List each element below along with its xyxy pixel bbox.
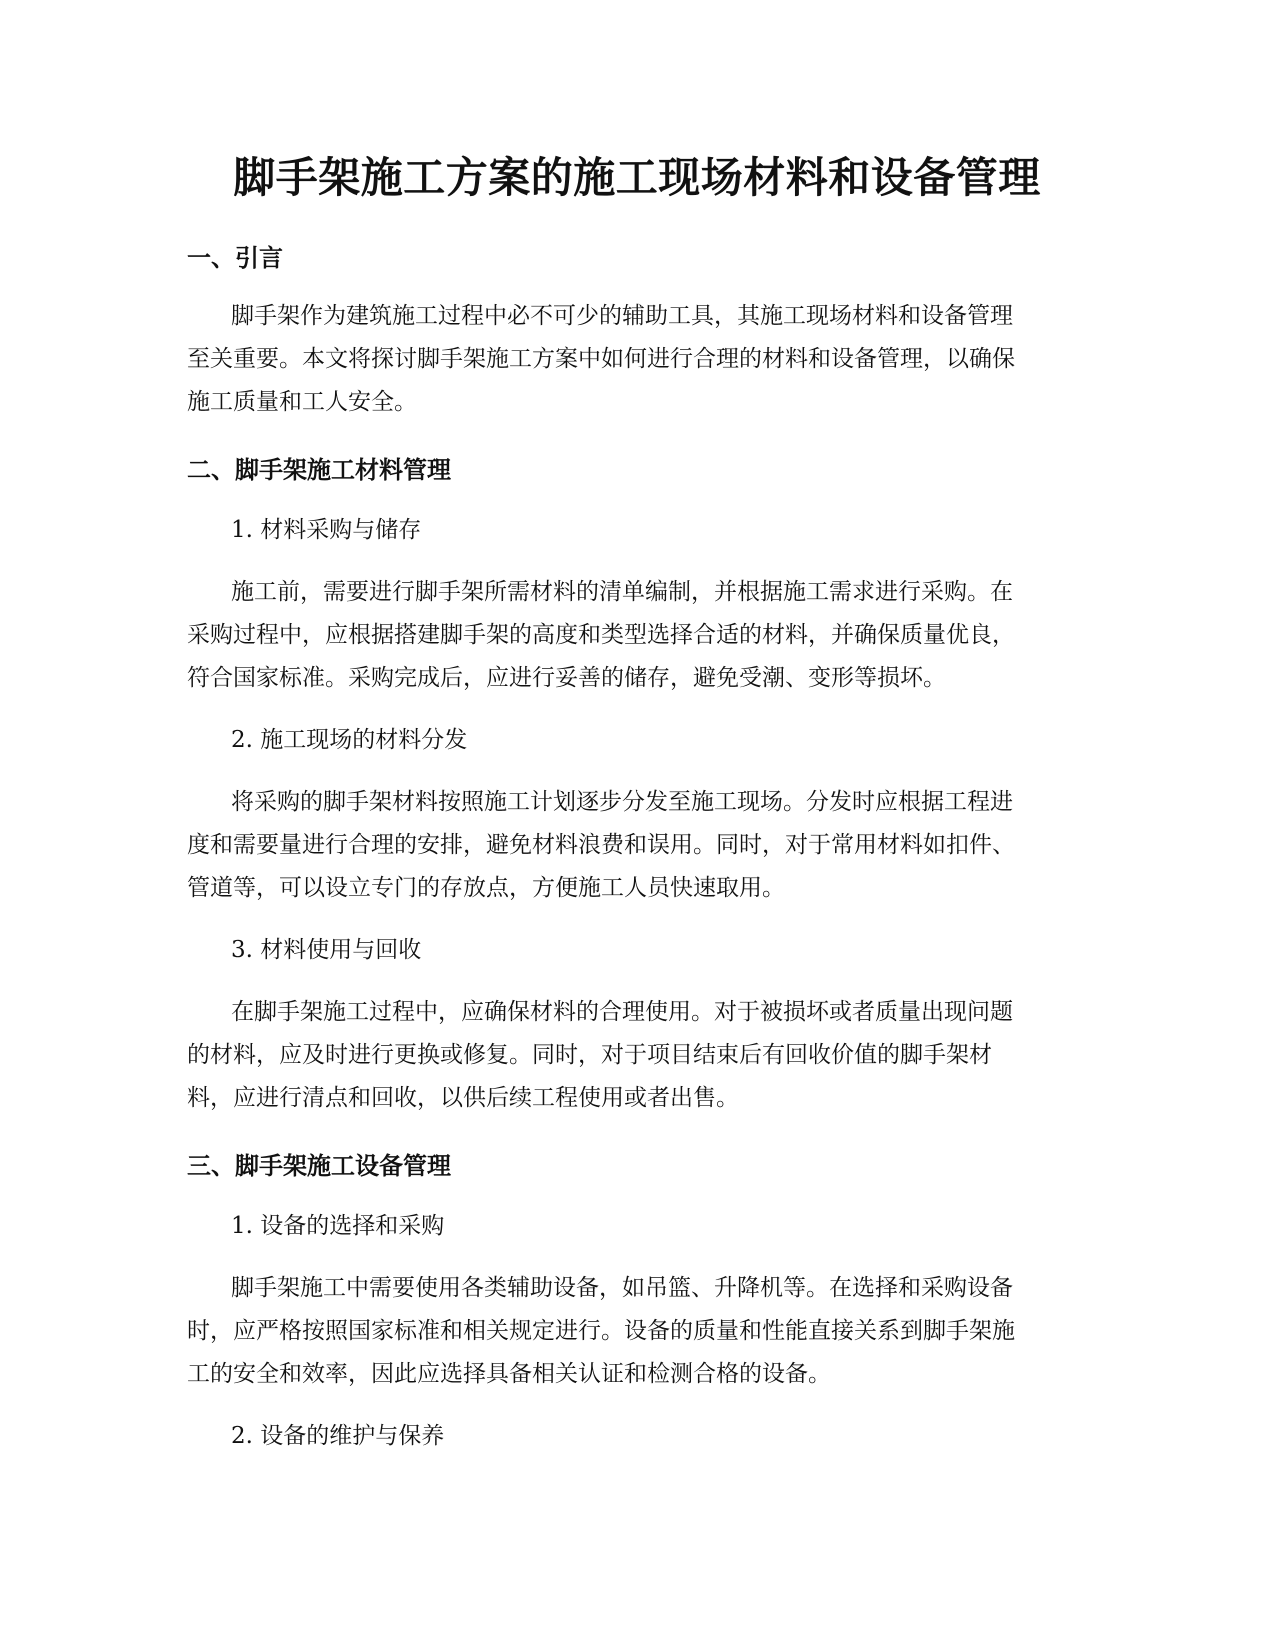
paragraph-material-purchase-storage	[187, 571, 1087, 700]
subheading-material-purchase-storage: 1. 材料采购与储存	[231, 517, 422, 543]
paragraph-line: 施工前，需要进行脚手架所需材料的清单编制，并根据施工需求进行采购。在	[231, 579, 1013, 605]
subheading-equipment-selection-purchase: 1. 设备的选择和采购	[231, 1213, 445, 1239]
paragraph-line: 的材料，应及时进行更换或修复。同时，对于项目结束后有回收价值的脚手架材	[187, 1042, 992, 1068]
paragraph-line: 工的安全和效率，因此应选择具备相关认证和检测合格的设备。	[187, 1361, 831, 1387]
paragraph-material-distribution	[187, 781, 1087, 910]
paragraph-line: 时，应严格按照国家标准和相关规定进行。设备的质量和性能直接关系到脚手架施	[187, 1318, 1015, 1344]
paragraph-line: 脚手架施工中需要使用各类辅助设备，如吊篮、升降机等。在选择和采购设备	[231, 1275, 1013, 1301]
subheading-material-use-recycling: 3. 材料使用与回收	[231, 937, 422, 963]
section-heading-introduction: 一、引言	[187, 244, 283, 272]
subheading-material-distribution: 2. 施工现场的材料分发	[231, 727, 468, 753]
paragraph-line: 在脚手架施工过程中，应确保材料的合理使用。对于被损坏或者质量出现问题	[231, 999, 1013, 1025]
subheading-equipment-maintenance: 2. 设备的维护与保养	[231, 1423, 445, 1449]
paragraph-equipment-selection-purchase	[187, 1267, 1087, 1396]
paragraph-introduction	[187, 295, 1087, 424]
paragraph-material-use-recycling	[187, 991, 1087, 1120]
section-heading-equipment: 三、脚手架施工设备管理	[187, 1152, 451, 1180]
paragraph-line: 采购过程中，应根据搭建脚手架的高度和类型选择合适的材料，并确保质量优良，	[187, 622, 1015, 648]
paragraph-line: 脚手架作为建筑施工过程中必不可少的辅助工具，其施工现场材料和设备管理	[231, 303, 1013, 329]
paragraph-line: 料，应进行清点和回收，以供后续工程使用或者出售。	[187, 1085, 739, 1111]
document-content	[187, 143, 1087, 1456]
paragraph-line: 施工质量和工人安全。	[187, 389, 417, 415]
section-heading-materials: 二、脚手架施工材料管理	[187, 456, 451, 484]
paragraph-line: 将采购的脚手架材料按照施工计划逐步分发至施工现场。分发时应根据工程进	[231, 789, 1013, 815]
paragraph-line: 至关重要。本文将探讨脚手架施工方案中如何进行合理的材料和设备管理，以确保	[187, 346, 1015, 372]
paragraph-line: 管道等，可以设立专门的存放点，方便施工人员快速取用。	[187, 875, 785, 901]
document-title: 脚手架施工方案的施工现场材料和设备管理	[233, 153, 1041, 202]
paragraph-line: 度和需要量进行合理的安排，避免材料浪费和误用。同时，对于常用材料如扣件、	[187, 832, 1015, 858]
paragraph-line: 符合国家标准。采购完成后，应进行妥善的储存，避免受潮、变形等损坏。	[187, 665, 946, 691]
